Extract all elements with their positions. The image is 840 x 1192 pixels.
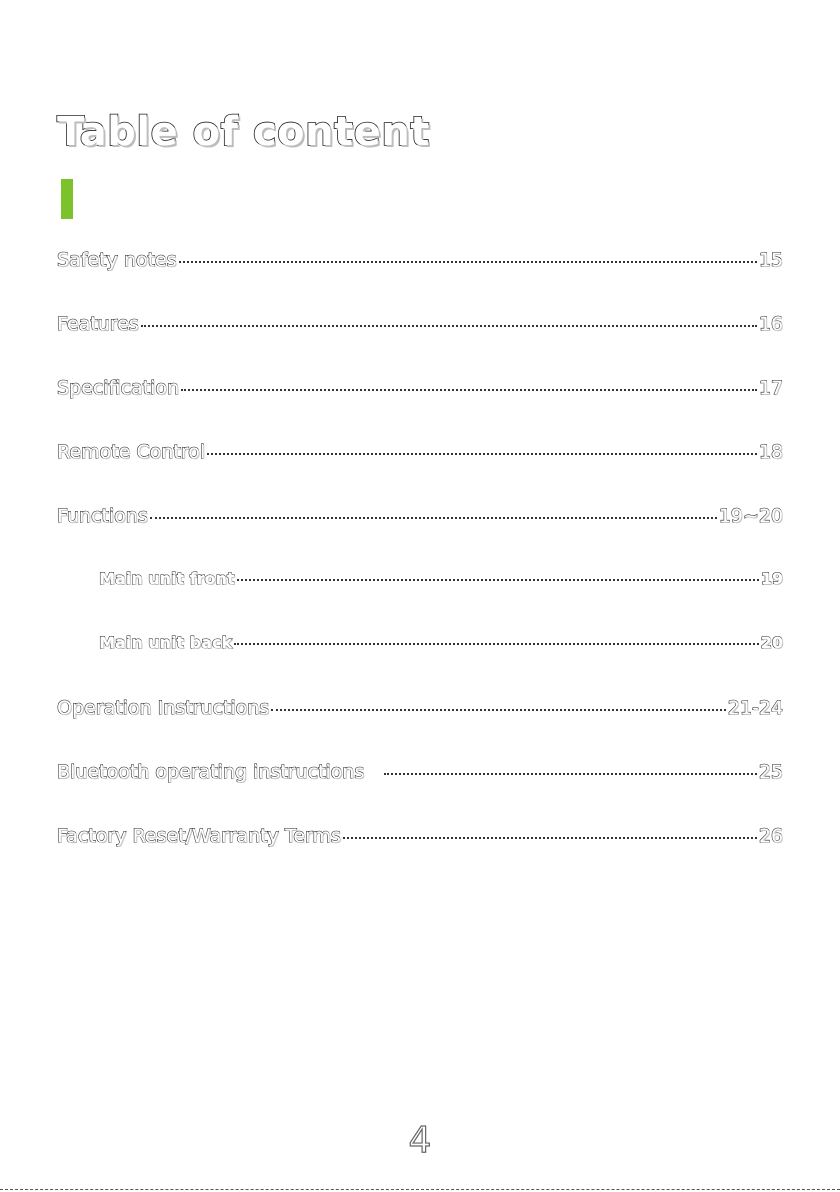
toc-entry-label: Safety notes [57,249,177,271]
toc-entry-page: 20 [760,633,783,652]
toc-entry-remote-control[interactable] [57,435,783,499]
dot-leader [271,709,726,711]
toc-entry-page: 19~20 [718,505,783,527]
toc-entry-page: 18 [758,441,783,463]
toc-entry-page: 21-24 [727,697,783,719]
table-of-contents [57,243,783,883]
dot-leader [179,261,757,263]
toc-entry-label: Functions [57,505,148,527]
toc-entry-page: 19 [760,569,783,588]
dot-leader [141,325,757,327]
toc-entry-label: Features [57,313,139,335]
page-bottom-rule [0,1189,840,1190]
toc-entry-label: Main unit front [99,569,235,588]
toc-entry-label: Bluetooth operating instructions [57,761,365,783]
toc-entry-label: Operation Instructions [57,697,270,719]
dot-leader [237,579,759,581]
toc-entry-page: 16 [758,313,783,335]
toc-entry-page: 26 [758,825,783,847]
toc-entry-label: Specification [57,377,179,399]
toc-entry-bluetooth-operating-instructions[interactable] [57,755,783,819]
toc-entry-functions[interactable] [57,499,783,563]
dot-leader [234,643,759,645]
toc-entry-safety-notes[interactable] [57,243,783,307]
dot-leader [384,773,757,775]
dot-leader [181,389,757,391]
toc-entry-page: 25 [758,761,783,783]
toc-subentry-main-unit-front[interactable] [57,563,783,627]
toc-entry-factory-reset-warranty-terms[interactable] [57,819,783,883]
toc-entry-label: Factory Reset/Warranty Terms [57,825,341,847]
dot-leader [343,837,757,839]
dot-leader [207,453,757,455]
toc-entry-page: 15 [758,249,783,271]
toc-entry-page: 17 [758,377,783,399]
toc-entry-features[interactable] [57,307,783,371]
toc-entry-specification[interactable] [57,371,783,435]
page-number: 4 [408,1120,432,1161]
toc-entry-operation-instructions[interactable] [57,691,783,755]
page-title: Table of content [57,109,430,155]
dot-leader [150,517,717,519]
toc-entry-label: Remote Control [57,441,206,463]
toc-subentry-main-unit-back[interactable] [57,627,783,691]
toc-entry-label: Main unit back [99,633,233,652]
section-accent-bar [61,179,73,219]
